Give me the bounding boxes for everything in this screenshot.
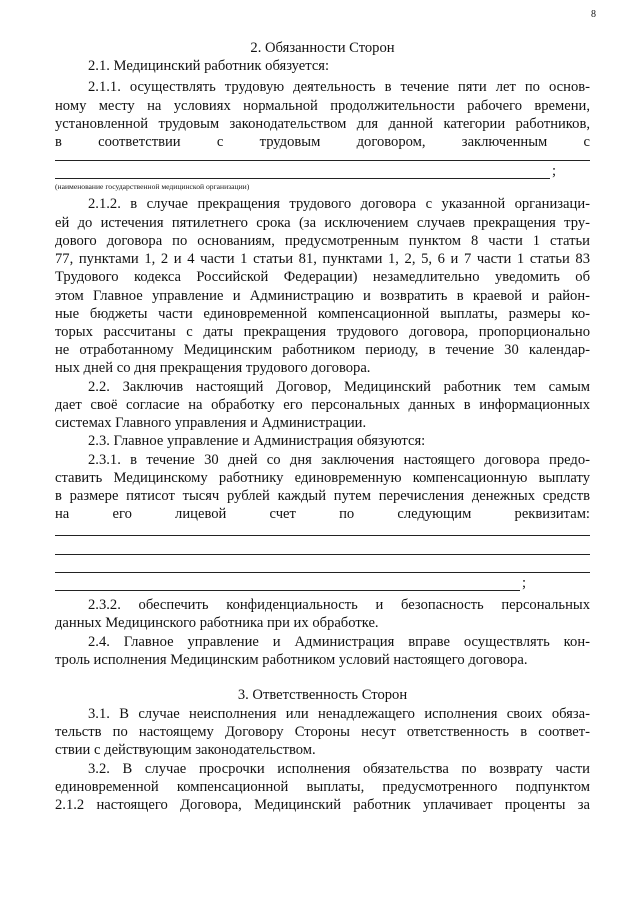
clause-3-1-line: ствии с действующим законодательством. — [55, 742, 316, 758]
clause-2-1-2-line: этом Главное управление и Администрацию и возвратить в краевой и район- — [55, 288, 590, 304]
requisites-blank-line[interactable] — [55, 572, 590, 573]
clause-2-1-2-line: не отработанному Медицинским работником периоду, в течение 30 календар- — [55, 342, 590, 358]
clause-2-1-2-line: торых рассчитаны с даты прекращения трудового договора, пропорционально — [55, 324, 590, 340]
clause-2-1-2-line: 2.1.2. в случае прекращения трудового договора с указанной организаци- — [88, 196, 590, 212]
clause-2-3-1-line: в размере пятисот тысяч рублей каждый путем перечисления денежных средств — [55, 488, 590, 504]
requisites-blank-line[interactable] — [55, 554, 590, 555]
organization-blank-line[interactable] — [55, 160, 590, 161]
clause-2-4-line: 2.4. Главное управление и Администрация вправе осуществлять кон- — [88, 634, 590, 650]
clause-2-1-2-line: Трудового кодекса Российской Федерации) незамедлительно уведомить об — [55, 269, 590, 285]
clause-3-2-line: единовременной компенсационной выплаты, предусмотренного подпунктом — [55, 779, 590, 795]
organization-caption: (наименование государственной медицинской организации) — [55, 182, 250, 191]
clause-2-1-1-line: ному месту на условиях нормальной продолжительности рабочего времени, — [55, 98, 590, 114]
semicolon: ; — [522, 575, 527, 591]
clause-2-2-line: системах Главного управления и Администрации. — [55, 415, 367, 431]
clause-2-4-line: троль исполнения Медицинским работником условий настоящего договора. — [55, 652, 528, 668]
page-number: 8 — [591, 9, 596, 20]
clause-2-2-line: дает своё согласие на обработку его персональных данных в информационных — [55, 397, 590, 413]
clause-2-1-1-line: в соответствии с трудовым договором, заключенным с — [55, 134, 590, 150]
clause-2-2-line: 2.2. Заключив настоящий Договор, Медицинский работник тем самым — [88, 379, 590, 395]
clause-2-1-2-line: ей до истечения пятилетнего срока (за исключением случаев прекращения тру- — [55, 215, 590, 231]
clause-2-1-1-line: 2.1.1. осуществлять трудовую деятельность в течение пяти лет по основ- — [88, 79, 590, 95]
requisites-blank-line[interactable] — [55, 535, 590, 536]
clause-2-3-1-line: 2.3.1. в течение 30 дней со дня заключения настоящего договора предо- — [88, 452, 590, 468]
clause-2-3-2-line: данных Медицинского работника при их обработке. — [55, 615, 379, 631]
clause-2-1: 2.1. Медицинский работник обязуется: — [88, 58, 330, 74]
clause-2-3-2-line: 2.3.2. обеспечить конфиденциальность и безопасность персональных — [88, 597, 590, 613]
requisites-blank-line[interactable] — [55, 590, 520, 591]
clause-2-1-1-line: установленной трудовым законодательством для данной категории работников, — [55, 116, 590, 132]
clause-2-1-2-line: ных дней со дня прекращения трудового договора. — [55, 360, 371, 376]
clause-2-3-1-line: на его лицевой счет по следующим реквизитам: — [55, 506, 590, 522]
clause-2-3: 2.3. Главное управление и Администрация обязуются: — [88, 433, 426, 449]
clause-3-2-line: 3.2. В случае просрочки исполнения обязательства по возврату части — [88, 761, 590, 777]
clause-3-2-line: 2.1.2 настоящего Договора, Медицинский работник уплачивает проценты за — [55, 797, 590, 813]
clause-2-1-2-line: дового договора по основаниям, предусмотренным пунктом 8 части 1 статьи — [55, 233, 590, 249]
clause-2-1-2-line: ные бюджеты части единовременной компенсационной выплаты, размеры ко- — [55, 306, 590, 322]
clause-2-3-1-line: ставить Медицинскому работнику единовременную компенсационную выплату — [55, 470, 590, 486]
clause-3-1-line: 3.1. В случае неисполнения или ненадлежащего исполнения своих обяза- — [88, 706, 590, 722]
section-3-heading: 3. Ответственность Сторон — [237, 687, 408, 703]
section-2-heading: 2. Обязанности Сторон — [250, 40, 395, 56]
clause-3-1-line: тельств по настоящему Договору Стороны несут ответственность в соответ- — [55, 724, 590, 740]
semicolon: ; — [552, 163, 557, 179]
organization-blank-line[interactable] — [55, 178, 550, 179]
clause-2-1-2-line: 77, пунктами 1, 2 и 4 части 1 статьи 81, пунктами 1, 2, 5, 6 и 7 части 1 статьи 83 — [55, 251, 590, 267]
